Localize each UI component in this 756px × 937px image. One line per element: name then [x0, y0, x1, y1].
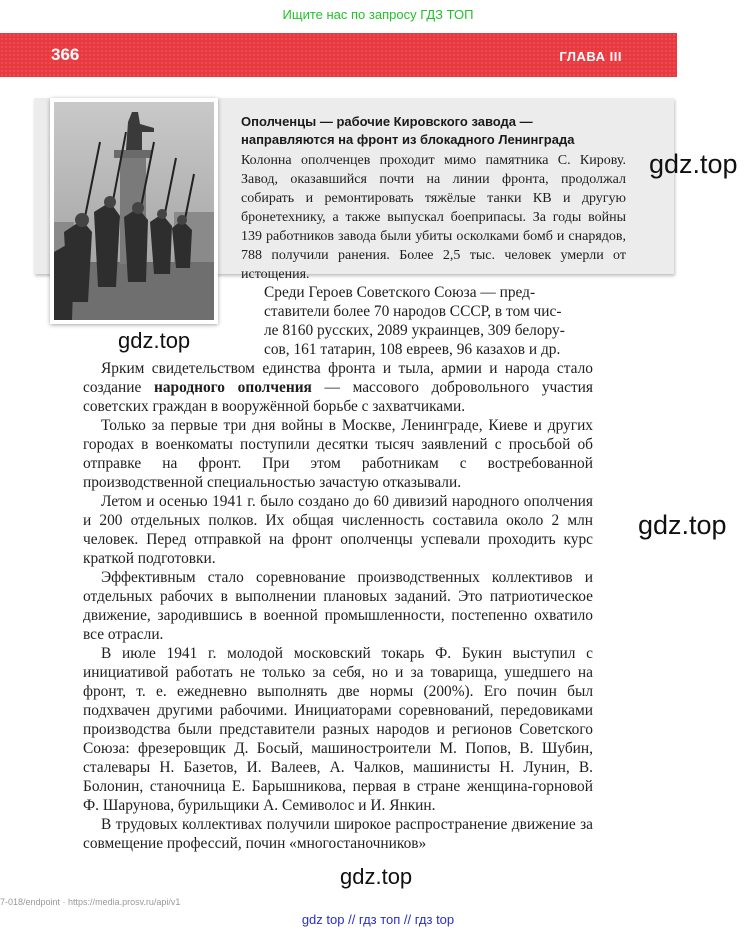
caption-title-line-1: Ополченцы — рабочие Кировского завода — — [241, 114, 533, 129]
watermark-4: gdz.top — [340, 864, 413, 889]
body-paragraph-2 — [83, 359, 593, 416]
p1-line-2: ставители более 70 народов СССР, в том чис- — [264, 303, 562, 320]
footer-links[interactable]: gdz top // гдз топ // гдз top — [301, 912, 455, 927]
watermark-1: gdz.top — [649, 149, 738, 179]
p1-line-4: сов, 161 татарин, 108 евреев, 96 казахов и др. — [264, 341, 561, 358]
body-paragraph-1 — [264, 283, 593, 359]
p2-bold-term: народного ополчения — [153, 379, 312, 396]
body-paragraph-7: В трудовых коллективах получили широкое распространение движение за совмещение профессий, почин «многостаночников» — [83, 816, 593, 852]
photo-frame — [50, 98, 218, 324]
watermark-2: gdz.top — [118, 328, 191, 353]
caption-title — [241, 113, 626, 149]
url-fragment: 7-018/endpoint · https://media.prosv.ru/api/v1 — [0, 897, 181, 907]
body-paragraph-6: В июле 1941 г. молодой московский токарь Ф. Букин выступил с инициативой работать не только за себя, но и за товарища, ушедшего на фронт, т. е. ежедневно выполнять две нормы (200%). Его почин был подхвачен другими рабочими. Инициаторами соревнований, передовиками производства были представители разных народов и регионов Советского Союза: фрезеровщик Д. Босый, машиностроители М. Попов, В. Шубин, сталевары Н. Базетов, И. Валеев, А. Чалков, машинисты Н. Лунин, В. Болонин, станочница Е. Барышникова, первая в стране женщина-горновой Ф. Шарунова, бурильщики А. Семиволос и И. Янкин. — [83, 645, 593, 814]
body-paragraph-3: Только за первые три дня войны в Москве, Ленинграде, Киеве и других городах в военкоматы поступили десятки тысяч заявлений с просьбой об отправке на фронт. При этом работникам с востребованной производственной специальностью зачастую отказывали. — [83, 417, 593, 491]
caption-title-line-2: направляются на фронт из блокадного Ленинграда — [241, 132, 575, 147]
body-paragraph-5: Эффективным стало соревнование производственных коллективов и отдельных рабочих в выполнении плановых заданий. Это патриотическое движение, зародившись в военной промышленности, постепенно охватило все отрасли. — [83, 569, 593, 643]
p2-start: Ярким свидетельством единства фронта и тыла, армии и народа стало создание — [83, 360, 593, 396]
page-number: 366 — [51, 45, 80, 64]
top-search-hint[interactable]: Ищите нас по запросу ГДЗ ТОП — [282, 7, 474, 22]
body-main — [83, 359, 593, 853]
body-paragraph-4: Летом и осенью 1941 г. было создано до 60 дивизий народного ополчения и 200 отдельных полков. Их общая численность составила около 2 млн человек. Перед отправкой на фронт ополченцы успевали проходить курс краткой подготовки. — [83, 493, 593, 567]
watermark-3: gdz.top — [638, 510, 727, 540]
chapter-label: ГЛАВА III — [559, 49, 622, 64]
soldiers-photo-icon — [54, 102, 214, 320]
caption-text: Колонна ополченцев проходит мимо памятника С. Кирову. Завод, оказавшийся почти на линии фронта, продолжал собирать и ремонтировать тяжёлые танки КВ и другую бронетехнику, а также выпускал боеприпасы. За годы войны 139 работников завода были убиты осколками бомб и снарядов, 788 получили ранения. Более 2,5 тыс. человек умерли от истощения. — [241, 153, 626, 282]
p1-line-1: Среди Героев Советского Союза — пред- — [264, 284, 536, 301]
p2-end: — массового добровольного участия советских граждан в вооружённой борьбе с захватчиками. — [83, 379, 593, 415]
p1-line-3: ле 8160 русских, 2089 украинцев, 309 белору- — [264, 322, 565, 339]
